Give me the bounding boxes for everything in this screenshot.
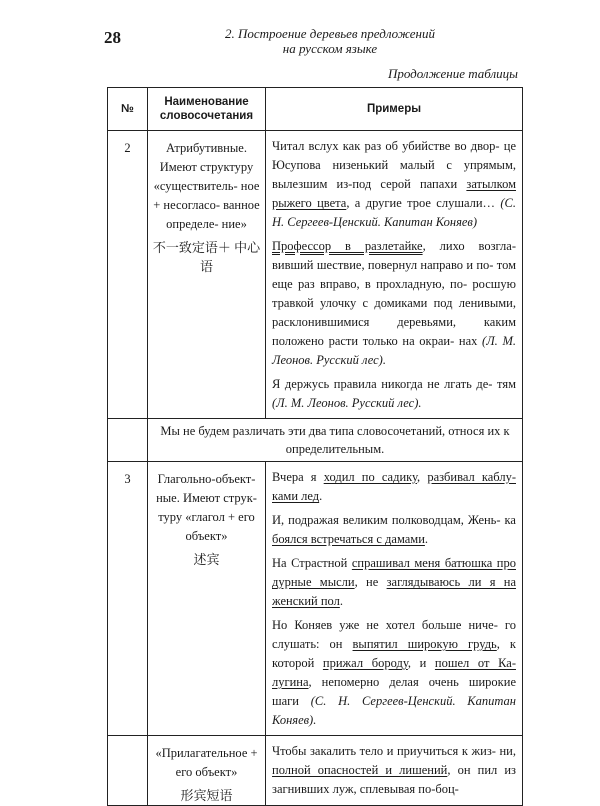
table-note: Мы не будем различать эти два типа словосочетаний, относя их к определительным. [148, 419, 523, 462]
phrase-type-name: Глагольно-объект- ные. Имеют струк- туру «глагол + его объект» [156, 472, 257, 543]
column-header-examples: Примеры [266, 88, 523, 131]
underlined-phrase: разбивал каблу- ками лед [272, 470, 516, 503]
example-source: (Л. М. Леонов. Русский лес). [272, 334, 516, 367]
running-header [190, 26, 470, 56]
empty-cell [108, 736, 148, 806]
underlined-phrase: полной опасностей и лишений [272, 763, 448, 777]
example: Вчера я ходил по садику, разбивал каблу- ками лед. [272, 470, 516, 503]
underlined-phrase: Профессор в разлетайке [272, 239, 423, 253]
phrase-type-cell [148, 462, 266, 736]
table-row [108, 736, 523, 806]
header-line-1: 2. Построение деревьев предложений [225, 26, 435, 41]
underlined-phrase: пошел от Ка- лугина [272, 656, 516, 689]
phrase-type-chinese: 形宾短语 [180, 788, 233, 803]
phrase-types-table [107, 87, 523, 806]
phrase-type-chinese: 述宾 [193, 552, 220, 567]
underlined-phrase: прижал бороду [322, 656, 408, 670]
phrase-type-cell [148, 131, 266, 419]
underlined-phrase: рыжего цвета [272, 196, 347, 210]
examples-cell [266, 736, 523, 806]
phrase-type-cell [148, 736, 266, 806]
table-header-row [108, 88, 523, 131]
empty-cell [108, 419, 148, 462]
underlined-phrase: выпятил широкую грудь [352, 637, 497, 651]
example: Но Коняев уже не хотел больше ниче- го слушать: он выпятил широкую грудь, к которой прижал бороду, и пошел от Ка- лугина, непомерно делая очень широкие шаги (С. Н. Сергеев-Ценский. Капитан Коняев). [272, 618, 516, 727]
table-continued-label: Продолжение таблицы [387, 66, 518, 81]
column-header-name: Наименование словосочетания [148, 88, 266, 131]
column-header-number: № [108, 88, 148, 131]
example: Чтобы закалить тело и приучиться к жиз- ни, полной опасностей и лишений, он пил из загнивших луж, сплевывая по-боц- [272, 744, 516, 796]
phrase-type-name: «Прилагательное + его объект» [155, 746, 258, 779]
underlined-phrase: заглядываюсь ли я на женский пол [272, 575, 517, 608]
example-source: (Л. М. Леонов. Русский лес). [272, 396, 422, 410]
example: Я держусь правила никогда не лгать де- тям (Л. М. Леонов. Русский лес). [272, 377, 516, 410]
underlined-phrase: затылком [466, 177, 516, 191]
table-row [108, 131, 523, 419]
examples-cell [266, 131, 523, 419]
example: Профессор в разлетайке, лихо возгла- вивший шествие, повернул направо и по- том еще раз вправо, в прохладную, по- росшую травкой улочку с домиками под ленивыми, расклонившимися деревьями, каким положено расти только на окраи- нах (Л. М. Леонов. Русский лес). [272, 239, 516, 367]
underlined-phrase: спрашивал меня батюшка про дурные мысли [272, 556, 516, 589]
example: Читал вслух как раз об убийстве во двор- це Юсупова низенький малый с упрямым, вылезшим из-под серой папахи затылком рыжего цвета, а другие трое слушали… (С. Н. Сергеев-Ценский. Капитан Коняев) [272, 139, 517, 229]
header-line-2: на русском языке [282, 41, 378, 56]
underlined-phrase: боялся встречаться с дамами [272, 532, 425, 546]
phrase-type-name: Атрибутивные. Имеют структуру «существитель- ное + несогласо- ванное определе- ние» [153, 141, 260, 231]
row-number: 2 [108, 131, 148, 419]
example: И, подражая великим полководцам, Жень- ка боялся встречаться с дамами. [272, 513, 516, 546]
example: На Страстной спрашивал меня батюшка про дурные мысли, не заглядываюсь ли я на женский пол. [272, 556, 517, 608]
phrase-type-chinese: 不一致定语＋ 中心语 [152, 240, 261, 274]
example-source: (С. Н. Сергеев-Ценский. Капитан Коняев) [272, 196, 517, 229]
table-note-row [108, 419, 523, 462]
underlined-phrase: ходил по садику [323, 470, 418, 484]
row-number: 3 [108, 462, 148, 736]
example-source: (С. Н. Сергеев-Ценский. Капитан Коняев). [272, 694, 516, 727]
page-number: 28 [104, 28, 121, 47]
table-row [108, 462, 523, 736]
examples-cell [266, 462, 523, 736]
